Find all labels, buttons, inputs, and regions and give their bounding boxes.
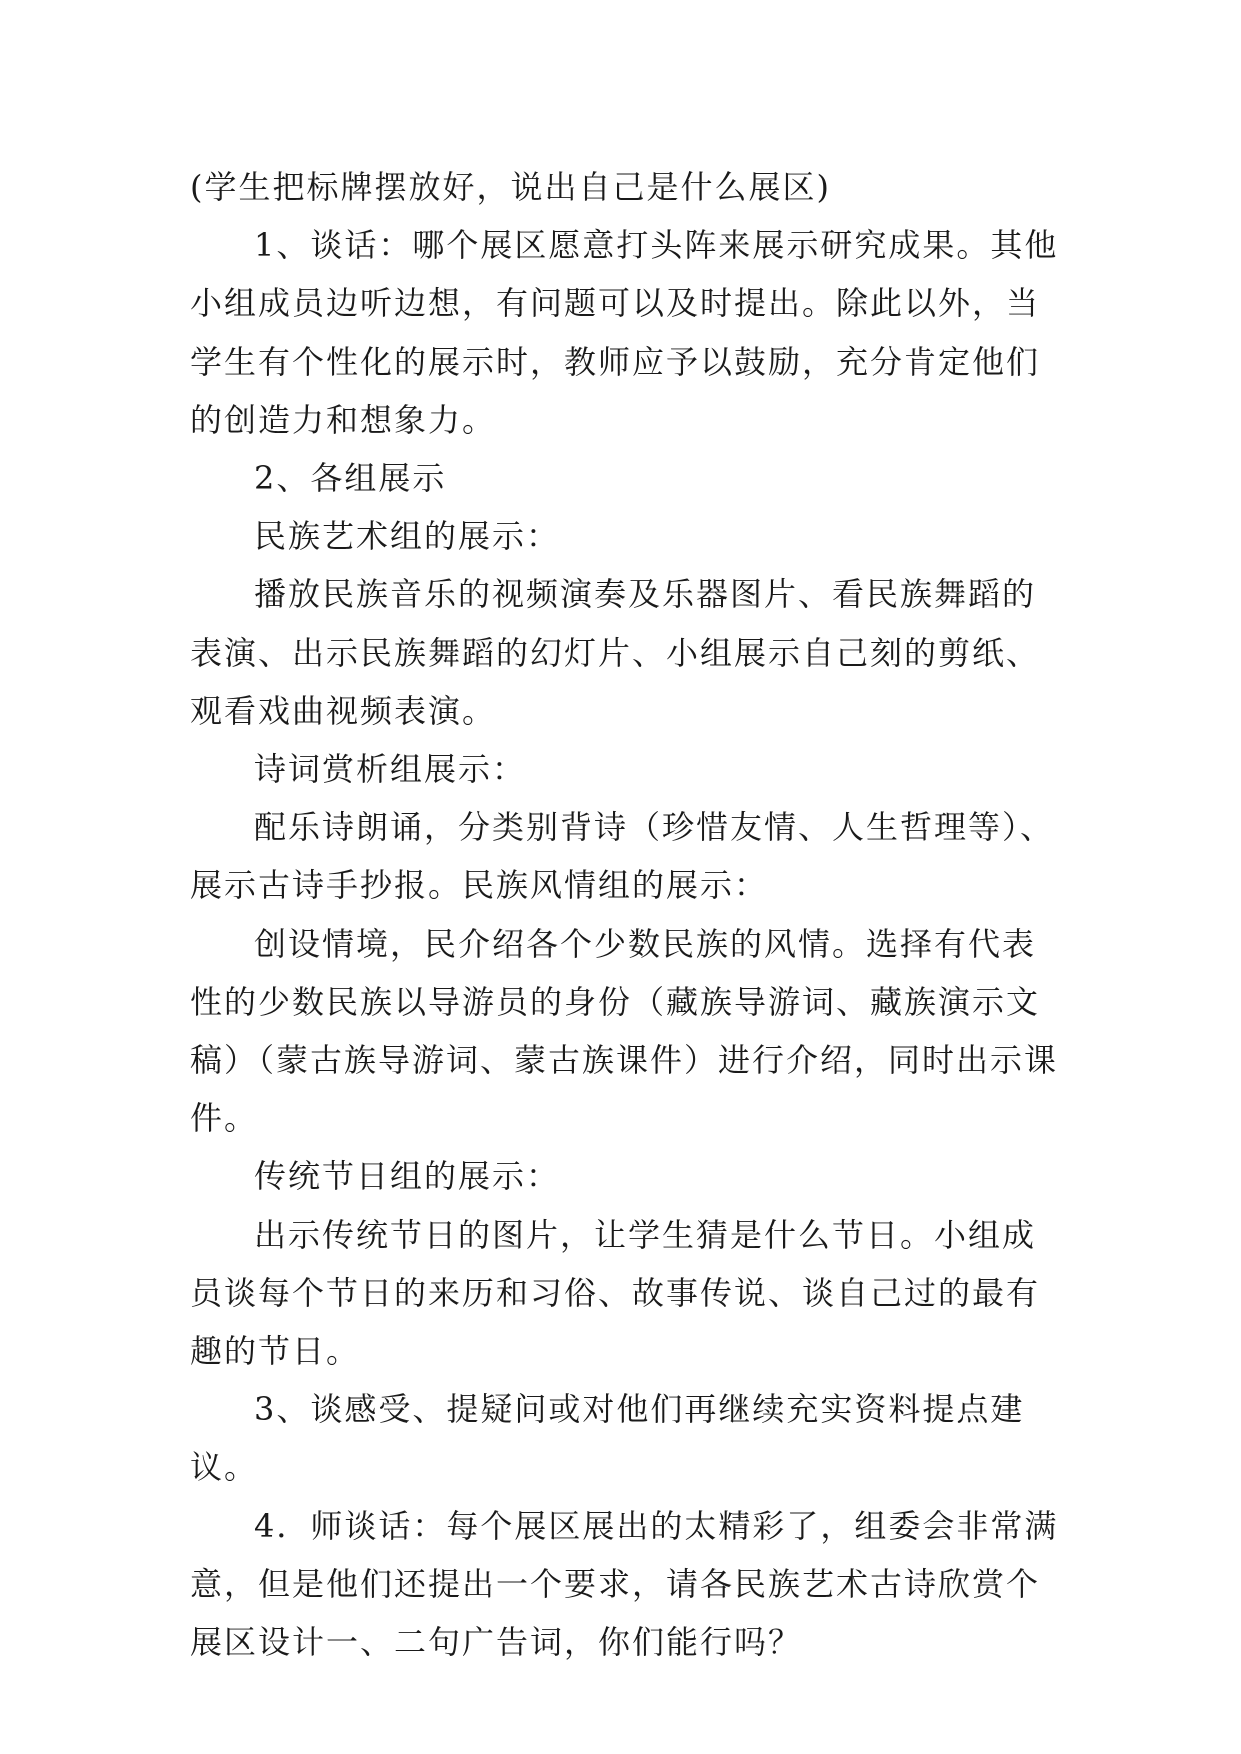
paragraph-poetry: 配乐诗朗诵，分类别背诗（珍惜友情、人生哲理等）、展示古诗手抄报。民族风情组的展示： (190, 808, 1055, 905)
paragraph-step-3: 3、谈感受、提疑问或对他们再继续充实资料提点建议。 (190, 1390, 1025, 1487)
heading-festivals: 传统节日组的展示： (254, 1157, 561, 1196)
paragraph-ethnic-customs: 创设情境，民介绍各个少数民族的风情。选择有代表性的少数民族以导游员的身份（藏族导游词、藏族演示文稿）（蒙古族导游词、蒙古族课件）进行介绍，同时出示课件。 (190, 924, 1059, 1138)
document-body (190, 158, 1060, 1671)
paragraph-festivals: 出示传统节日的图片，让学生猜是什么节日。小组成员谈每个节日的来历和习俗、故事传说、谈自己过的最有趣的节日。 (190, 1215, 1041, 1371)
paragraph-step-2: 2、各组展示 (254, 459, 447, 498)
paragraph-step-1: 1、谈话：哪个展区愿意打头阵来展示研究成果。其他小组成员边听边想，有问题可以及时提出。除此以外，当学生有个性化的展示时，教师应予以鼓励，充分肯定他们的创造力和想象力。 (190, 226, 1059, 439)
paragraph-intro: (学生把标牌摆放好，说出自己是什么展区) (190, 168, 831, 206)
heading-ethnic-art: 民族艺术组的展示： (254, 517, 561, 556)
paragraph-step-4: 4．师谈话：每个展区展出的太精彩了，组委会非常满意，但是他们还提出一个要求，请各民族艺术古诗欣赏个展区设计一、二句广告词，你们能行吗？ (190, 1506, 1059, 1662)
paragraph-ethnic-art: 播放民族音乐的视频演奏及乐器图片、看民族舞蹈的表演、出示民族舞蹈的幻灯片、小组展示自己刻的剪纸、观看戏曲视频表演。 (190, 575, 1041, 730)
heading-poetry: 诗词赏析组展示： (254, 750, 527, 789)
